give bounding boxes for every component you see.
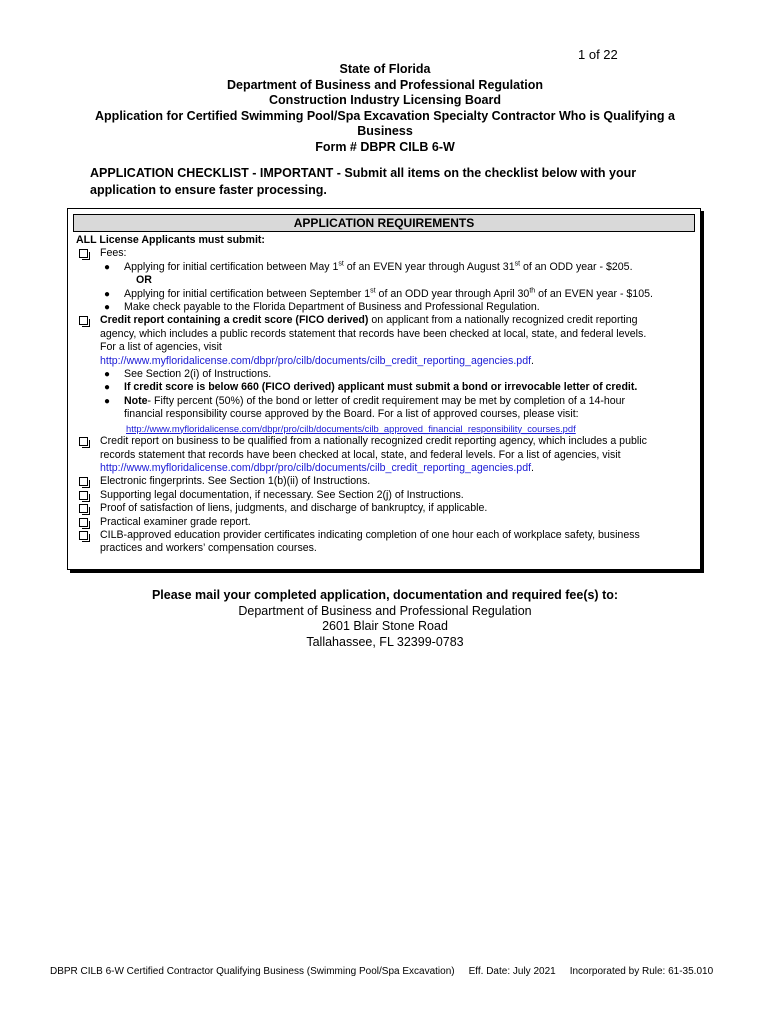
fee1-sup-1: st	[338, 260, 344, 268]
business-link-period: .	[531, 461, 534, 474]
form-header	[80, 62, 690, 155]
business-credit-line-1: Credit report on business to be qualified from a nationally recognized credit reporting agency, which includes a public	[100, 435, 647, 448]
header-board: Construction Industry Licensing Board	[269, 93, 501, 107]
requirements-box	[67, 208, 701, 570]
credit-report-line-2: agency, which includes a public records statement that records have been checked at local, state, and federal levels.	[100, 327, 647, 340]
header-department: Department of Business and Professional Regulation	[226, 77, 544, 92]
intro-line-1: APPLICATION CHECKLIST - IMPORTANT - Submit all items on the checklist below with your	[90, 166, 637, 180]
education-line-2: practices and workers’ compensation courses.	[100, 542, 317, 555]
requirements-subtitle: ALL License Applicants must submit:	[76, 234, 265, 246]
mail-line-2: 2601 Blair Stone Road	[322, 619, 448, 633]
checkbox-icon[interactable]	[79, 316, 88, 325]
fee2-text-e: of an EVEN year - $105.	[535, 287, 653, 300]
fees-label: Fees:	[100, 247, 127, 260]
header-form-number: Form # DBPR CILB 6-W	[315, 139, 455, 154]
checkbox-icon[interactable]	[79, 518, 88, 527]
credit-bullet-2	[76, 381, 692, 394]
intro-line-2: application to ensure faster processing.	[90, 182, 327, 197]
page-number: 1 of 22	[578, 47, 618, 62]
business-agencies-link[interactable]: http://www.myfloridalicense.com/dbpr/pro/cilb/documents/cilb_credit_reporting_agencies.pdf	[100, 461, 532, 474]
fee-payment-note	[76, 301, 692, 314]
credit-bullet-3	[76, 395, 692, 422]
mail-line-3: Tallahassee, FL 32399-0783	[306, 634, 464, 649]
credit-link-period: .	[531, 354, 534, 367]
page-footer	[50, 966, 730, 977]
fee-or: OR	[136, 274, 152, 287]
fee3-text: Make check payable to the Florida Department of Business and Professional Regulation.	[124, 301, 540, 314]
header-application-title-cont: Business	[357, 124, 413, 138]
credit-report-bold: Credit report containing a credit score (FICO derived)	[100, 314, 369, 327]
legal-docs-text: Supporting legal documentation, if necessary. See Section 2(j) of Instructions.	[100, 488, 464, 501]
fee-option-2	[76, 288, 692, 301]
checklist-intro	[90, 165, 670, 198]
checkbox-icon[interactable]	[79, 477, 88, 486]
checkbox-icon[interactable]	[79, 437, 88, 446]
exam-report-item	[76, 516, 692, 529]
requirements-title: APPLICATION REQUIREMENTS	[73, 214, 695, 232]
fee2-text-c: of an ODD year through April 30	[375, 287, 530, 300]
note-text-line-2: financial responsibility course approved by the Board. For a list of approved courses, please visit:	[124, 408, 579, 421]
approved-courses-link[interactable]: http://www.myfloridalicense.com/dbpr/pro/cilb/documents/cilb_approved_financial_responsibility_courses.pdf	[126, 422, 576, 434]
fee1-text-a: Applying for initial certification between May 1	[124, 260, 339, 273]
business-credit-line-2: records statement that records have been checked at local, state, and federal levels. For a list of agencies, visit	[100, 448, 621, 461]
note-label: Note	[124, 394, 148, 407]
footer-rule: Incorporated by Rule: 61-35.010	[569, 966, 714, 977]
credit-agencies-link[interactable]: http://www.myfloridalicense.com/dbpr/pro/cilb/documents/cilb_credit_reporting_agencies.pdf	[100, 354, 532, 367]
fingerprints-item	[76, 475, 692, 488]
fee2-text-a: Applying for initial certification between September 1	[124, 287, 371, 300]
bullet-icon: ●	[104, 261, 111, 273]
liens-item	[76, 502, 692, 515]
mailing-instructions	[80, 588, 690, 650]
checkbox-icon[interactable]	[79, 491, 88, 500]
fee1-text-e: of an ODD year - $205.	[520, 260, 633, 273]
mail-heading: Please mail your completed application, documentation and required fee(s) to:	[151, 588, 619, 602]
bullet-icon: ●	[104, 382, 111, 394]
credit-bullet-2-text: If credit score is below 660 (FICO derived) applicant must submit a bond or irrevocable letter of credit.	[124, 381, 638, 394]
header-application-title: Application for Certified Swimming Pool/Spa Excavation Specialty Contractor Who is Qualifying a	[95, 108, 675, 123]
mail-line-1: Department of Business and Professional Regulation	[238, 603, 532, 618]
fee2-sup-1: st	[370, 287, 376, 295]
education-line-1: CILB-approved education provider certificates indicating completion of one hour each of workplace safety, business	[100, 528, 640, 541]
bullet-icon: ●	[104, 302, 111, 314]
education-item	[76, 529, 692, 556]
requirements-body	[68, 232, 700, 556]
fees-item	[76, 247, 692, 260]
credit-report-item	[76, 314, 692, 368]
bullet-icon: ●	[104, 395, 111, 407]
fee1-sup-2: st	[514, 260, 521, 268]
legal-docs-item	[76, 489, 692, 502]
checkbox-icon[interactable]	[79, 249, 88, 258]
checkbox-icon[interactable]	[79, 531, 88, 540]
footer-effective-date: Eff. Date: July 2021	[468, 966, 556, 977]
credit-bullet-1	[76, 368, 692, 381]
header-state: State of Florida	[339, 62, 431, 76]
fee1-text-c: of an EVEN year through August 31	[343, 260, 515, 273]
note-text: - Fifty percent (50%) of the bond or letter of credit requirement may be met by completion of a 14-hour	[147, 394, 626, 407]
fee2-sup-2: th	[529, 287, 536, 295]
fee-option-1	[76, 261, 692, 274]
exam-report-text: Practical examiner grade report.	[100, 515, 251, 528]
credit-report-line-3: For a list of agencies, visit	[100, 341, 222, 354]
bullet-icon: ●	[104, 288, 111, 300]
footer-form: DBPR CILB 6-W Certified Contractor Qualifying Business (Swimming Pool/Spa Excavation)	[50, 966, 455, 977]
credit-bullet-1-text: See Section 2(i) of Instructions.	[124, 368, 272, 381]
liens-text: Proof of satisfaction of liens, judgments, and discharge of bankruptcy, if applicable.	[100, 502, 488, 515]
bullet-icon: ●	[104, 369, 111, 381]
fingerprints-text: Electronic fingerprints. See Section 1(b)(ii) of Instructions.	[100, 475, 371, 488]
business-credit-item	[76, 435, 692, 475]
credit-report-rest: on applicant from a nationally recognized credit reporting	[368, 314, 638, 327]
checkbox-icon[interactable]	[79, 504, 88, 513]
